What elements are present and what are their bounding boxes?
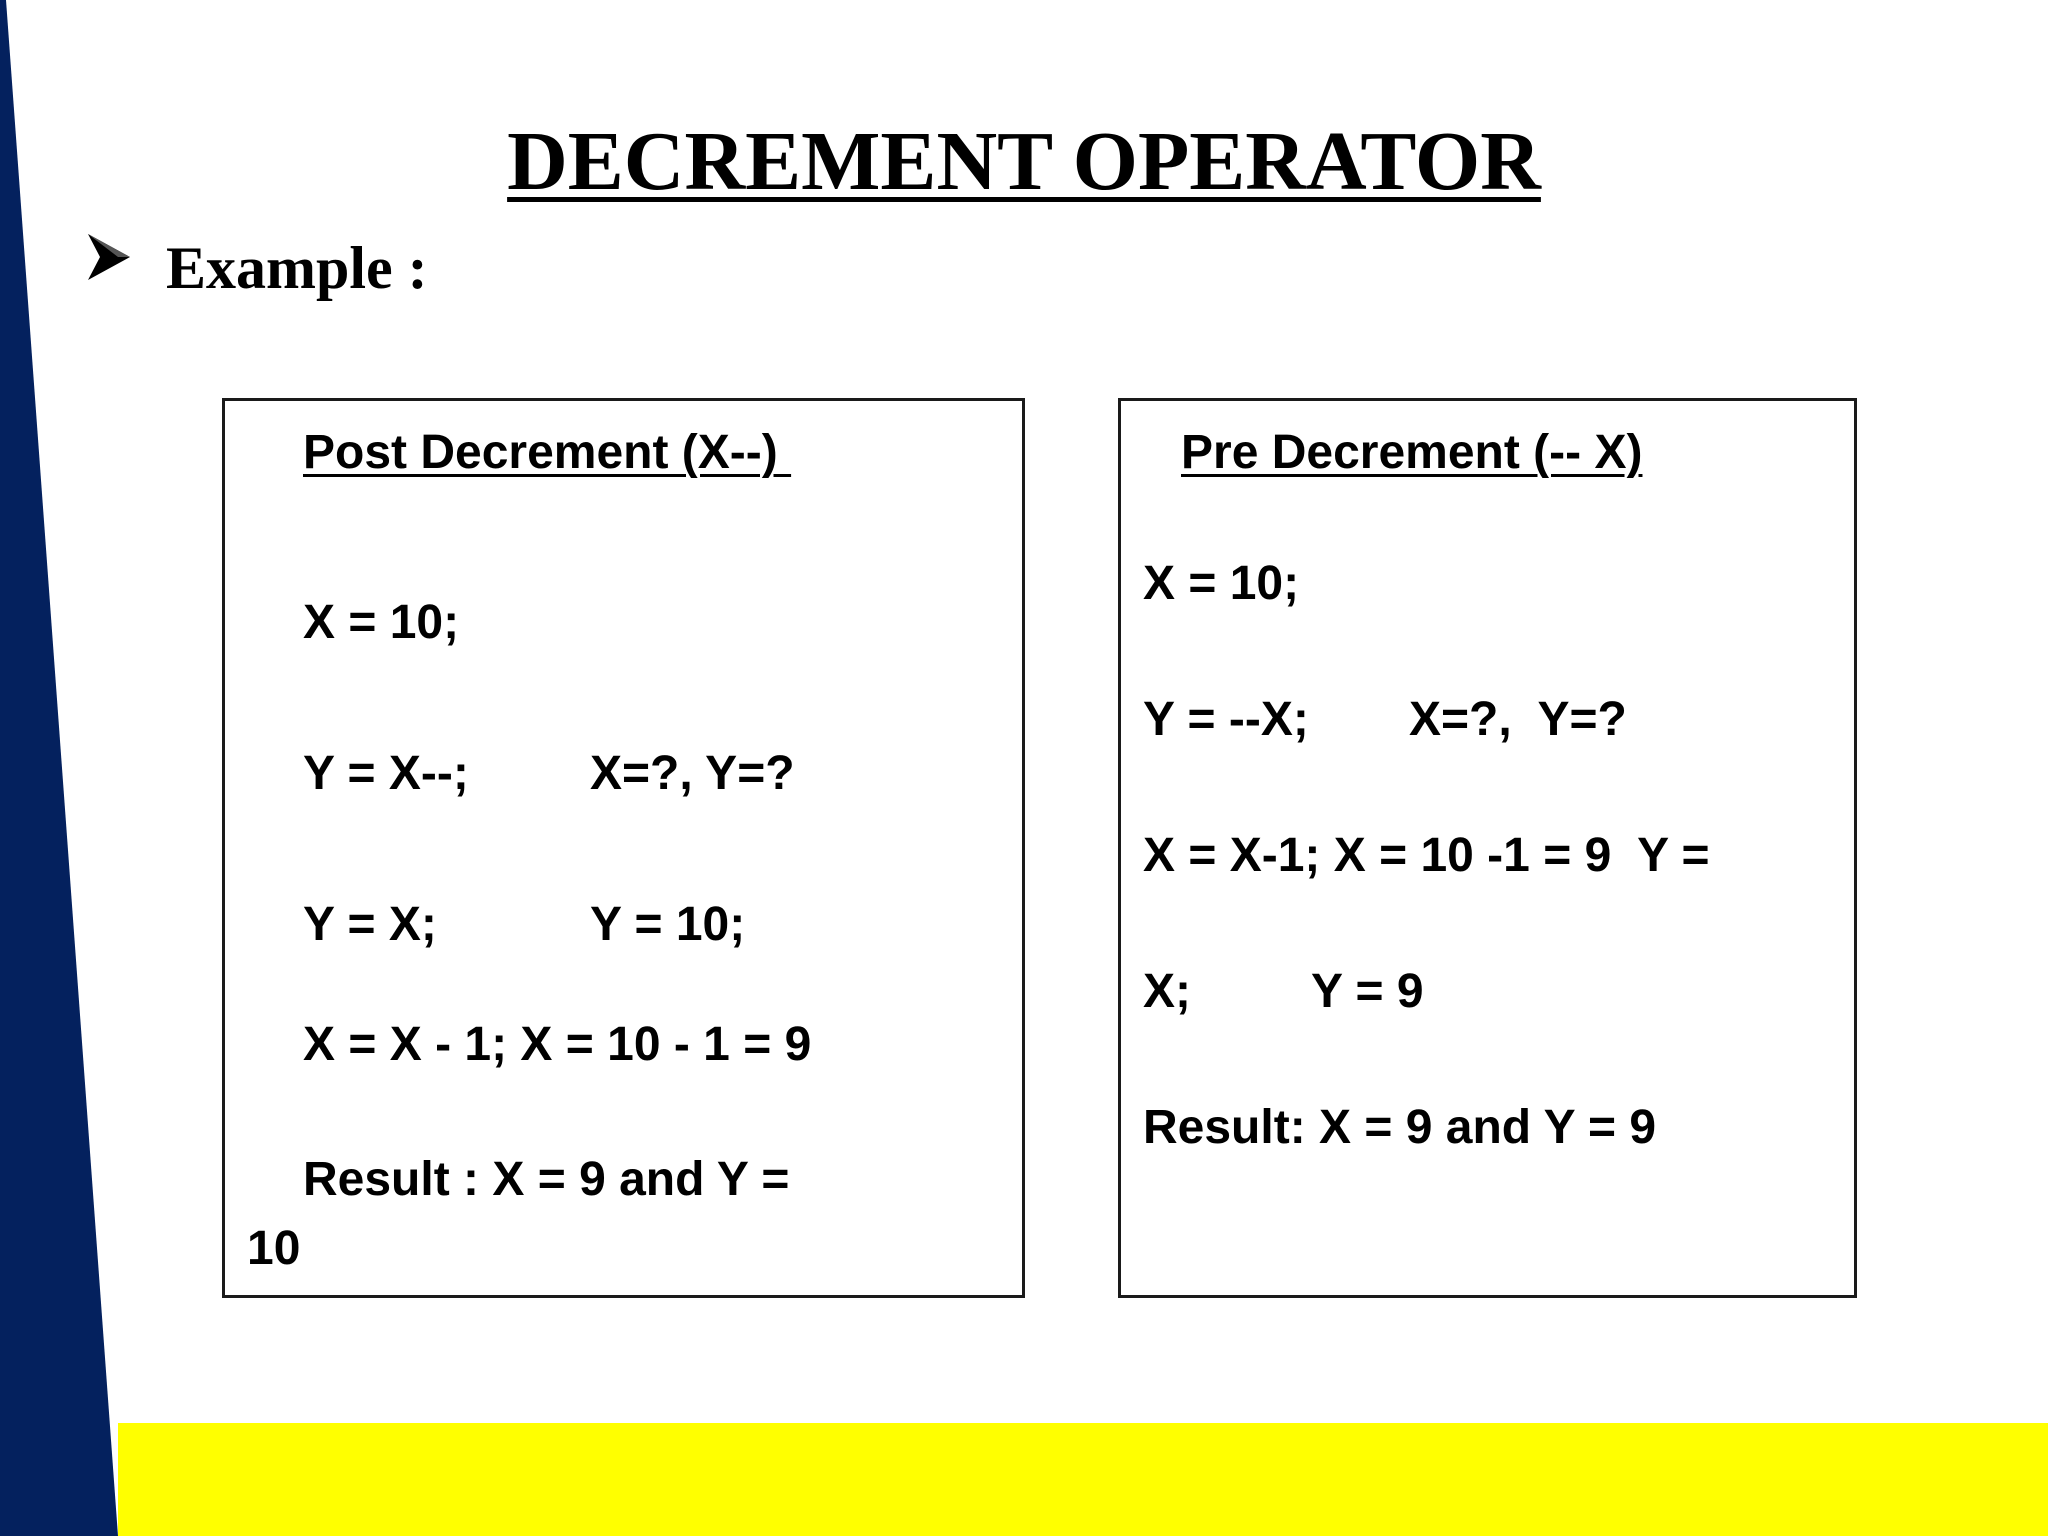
post-decrement-heading: Post Decrement (X--) xyxy=(303,426,792,479)
slide-title-text: DECREMENT OPERATOR xyxy=(507,115,1541,208)
example-label: Example : xyxy=(166,235,428,301)
slide-title xyxy=(0,112,2048,212)
pre-line-x-minus-one: X = X-1; X = 10 -1 = 9 Y = xyxy=(1143,829,1710,882)
post-decrement-box xyxy=(222,398,1025,1298)
pre-result-line: Result: X = 9 and Y = 9 xyxy=(1143,1101,1657,1154)
post-line-y-equals-x: Y = X; xyxy=(303,898,437,951)
pre-decrement-box xyxy=(1118,398,1857,1298)
pre-line-question: X=?, Y=? xyxy=(1409,693,1627,746)
yellow-footer-band xyxy=(118,1423,2048,1536)
post-line-y-value: Y = 10; xyxy=(590,898,746,951)
pre-line-x-continuation: X; xyxy=(1143,965,1191,1018)
post-result-line: Result : X = 9 and Y = xyxy=(303,1153,790,1206)
example-bullet xyxy=(88,228,428,308)
post-line-x-assign: X = 10; xyxy=(303,596,460,649)
post-line-question: X=?, Y=? xyxy=(590,747,795,800)
arrow-bullet-icon xyxy=(88,234,130,280)
post-line-x-minus-one: X = X - 1; X = 10 - 1 = 9 xyxy=(303,1018,812,1071)
pre-line-y-assign: Y = --X; xyxy=(1143,693,1309,746)
pre-line-y-value: Y = 9 xyxy=(1311,965,1424,1018)
pre-line-x-assign: X = 10; xyxy=(1143,557,1300,610)
post-line-y-assign: Y = X--; xyxy=(303,747,469,800)
pre-decrement-heading: Pre Decrement (-- X) xyxy=(1181,426,1643,479)
post-result-continuation: 10 xyxy=(247,1222,301,1275)
